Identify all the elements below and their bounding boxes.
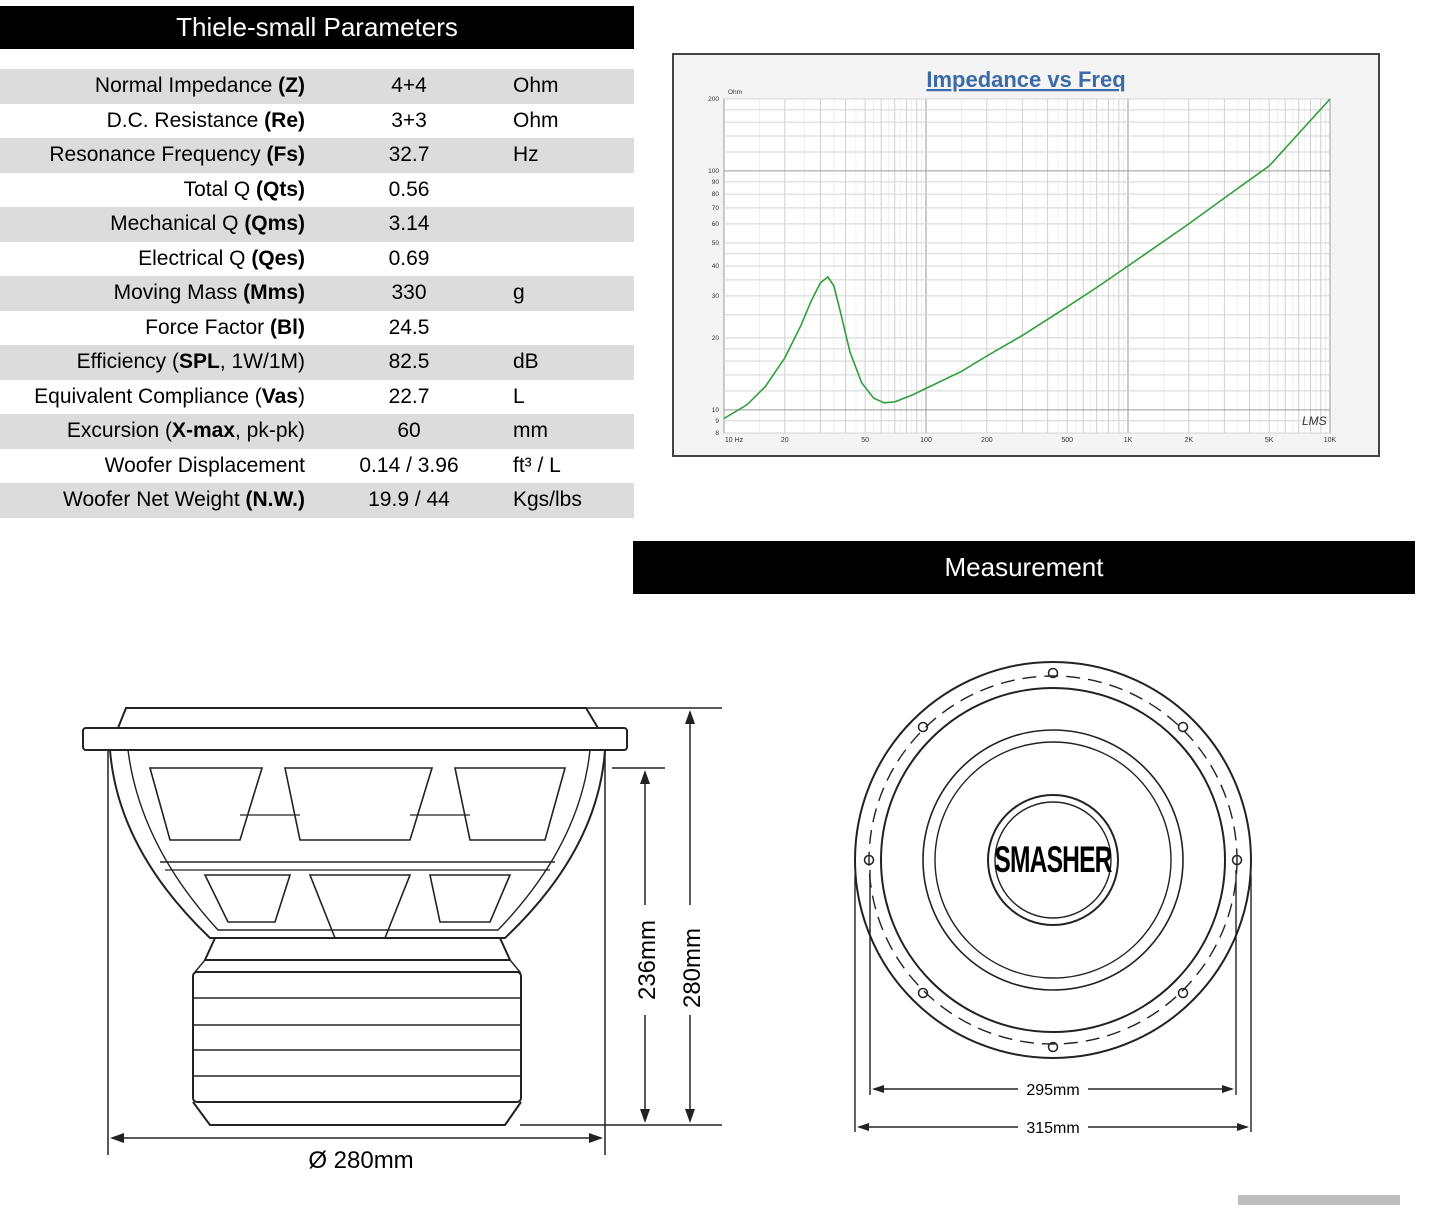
parameter-unit: Ohm [513, 74, 559, 98]
parameter-label [0, 74, 305, 98]
parameter-value: 0.14 / 3.96 [359, 453, 459, 477]
side-view-drawing [83, 708, 722, 1155]
parameter-unit: g [513, 281, 525, 305]
parameter-symbol: SPL [178, 350, 220, 374]
y-tick-label: 50 [711, 239, 719, 247]
parameter-value: 19.9 / 44 [368, 488, 450, 512]
parameter-label [0, 454, 305, 478]
parameter-value: 0.69 [388, 246, 430, 270]
parameter-unit: Hz [513, 143, 539, 167]
parameter-value: 0.56 [388, 177, 430, 201]
parameter-unit: mm [513, 419, 548, 443]
parameter-unit: L [513, 384, 525, 408]
parameter-label-text: Electrical Q [138, 246, 252, 270]
smasher-logo: SMASHER [994, 837, 1112, 881]
parameter-value: 4+4 [391, 74, 427, 98]
parameter-unit: Kgs/lbs [513, 488, 582, 512]
parameter-symbol: (Fs) [266, 143, 305, 167]
parameter-row [0, 414, 634, 449]
parameter-row [0, 104, 634, 139]
parameter-label [0, 316, 305, 340]
parameter-label [0, 419, 305, 443]
x-tick-label: 10 Hz [724, 437, 744, 444]
parameter-row [0, 345, 634, 380]
parameter-label [0, 143, 305, 167]
parameter-symbol: (Z) [278, 74, 305, 98]
y-tick-label: 8 [715, 430, 719, 437]
parameter-label-text: Moving Mass [113, 281, 244, 305]
y-tick-label: 40 [711, 263, 719, 270]
chart-title: Impedance vs Freq [926, 67, 1126, 92]
y-tick-label: 70 [711, 204, 719, 212]
chart-watermark: LMS [1302, 414, 1327, 428]
parameter-row [0, 242, 634, 277]
bottom-scroll-bar [1238, 1195, 1400, 1205]
x-tick-label: 5K [1264, 437, 1274, 444]
x-tick-label: 1K [1123, 437, 1133, 444]
parameter-symbol: (Qts) [256, 177, 305, 201]
y-tick-label: 30 [711, 292, 719, 300]
y-tick-label: 80 [711, 191, 719, 199]
parameter-value: 22.7 [388, 384, 430, 408]
parameter-row [0, 276, 634, 311]
parameter-label [0, 350, 305, 374]
y-tick-label: 60 [711, 220, 719, 228]
parameter-value: 82.5 [388, 350, 430, 374]
parameter-label-text: Total Q [183, 177, 256, 201]
parameter-label-text: Efficiency ( [76, 350, 179, 374]
parameter-label-text: Woofer Displacement [104, 453, 305, 477]
parameter-label-text: Woofer Net Weight [63, 488, 246, 512]
y-tick-label: 9 [715, 417, 719, 425]
x-tick-label: 200 [980, 437, 993, 444]
x-tick-label: 2K [1184, 437, 1194, 444]
dim-295-label: 295mm [1026, 1082, 1080, 1099]
parameter-label [0, 109, 305, 133]
y-tick-label: 20 [711, 334, 719, 342]
y-tick-label: 100 [708, 167, 719, 175]
parameter-unit: dB [513, 350, 539, 374]
parameter-row [0, 483, 634, 518]
woofer-drawings [0, 600, 1445, 1190]
impedance-chart [672, 53, 1380, 457]
parameter-symbol: (N.W.) [245, 488, 305, 512]
parameter-label-text: Force Factor [145, 315, 270, 339]
parameter-label [0, 212, 305, 236]
parameter-symbol: (Qms) [244, 212, 305, 236]
parameter-value: 32.7 [388, 143, 430, 167]
parameter-suffix: , pk-pk) [234, 419, 305, 443]
parameter-row [0, 449, 634, 484]
parameters-table [0, 69, 634, 518]
parameter-symbol: (Re) [264, 108, 305, 132]
parameter-row [0, 311, 634, 346]
parameter-unit: Ohm [513, 108, 559, 132]
parameter-label [0, 385, 305, 409]
parameter-label [0, 247, 305, 271]
parameter-label-text: Normal Impedance [94, 74, 279, 98]
parameter-row [0, 380, 634, 415]
parameter-symbol: (Mms) [243, 281, 305, 305]
height-236-label: 236mm [634, 919, 661, 1001]
y-tick-label: 200 [708, 96, 719, 103]
front-view-drawing [855, 662, 1251, 1132]
parameter-suffix: ) [298, 384, 305, 408]
parameter-symbol: (Qes) [251, 246, 305, 270]
parameter-value: 24.5 [388, 315, 430, 339]
parameter-symbol: X-max [171, 419, 235, 443]
x-tick-label: 100 [920, 437, 932, 444]
ts-parameters-header: Thiele-small Parameters [0, 6, 634, 49]
parameter-label-text: Resonance Frequency [49, 143, 267, 167]
parameter-label-text: Equivalent Compliance ( [34, 384, 262, 408]
parameter-label [0, 488, 305, 512]
height-280-label: 280mm [679, 927, 706, 1009]
parameter-value: 60 [397, 419, 421, 443]
parameter-row [0, 207, 634, 242]
parameter-label-text: D.C. Resistance [106, 108, 265, 132]
parameter-symbol: (Bl) [270, 315, 305, 339]
parameter-label [0, 281, 305, 305]
parameter-value: 3.14 [388, 212, 430, 236]
x-tick-label: 10K [1323, 437, 1337, 444]
parameter-symbol: Vas [261, 384, 298, 408]
y-tick-label: 10 [711, 406, 719, 414]
y-axis-label: Ohm [728, 89, 743, 96]
dim-315-label: 315mm [1026, 1120, 1080, 1137]
parameter-label [0, 178, 305, 202]
measurement-header: Measurement [633, 541, 1415, 594]
parameter-suffix: , 1W/1M) [219, 350, 305, 374]
parameter-label-text: Mechanical Q [110, 212, 245, 236]
x-tick-label: 20 [780, 437, 789, 444]
parameter-row [0, 138, 634, 173]
x-tick-label: 50 [861, 437, 870, 444]
diameter-280-label: Ø 280mm [308, 1147, 414, 1174]
parameter-value: 330 [391, 281, 427, 305]
parameter-value: 3+3 [391, 108, 427, 132]
parameter-label-text: Excursion ( [66, 419, 172, 443]
x-tick-label: 500 [1061, 437, 1074, 444]
parameter-unit: ft³ / L [513, 453, 561, 477]
y-tick-label: 90 [711, 178, 719, 186]
parameter-row [0, 69, 634, 104]
parameter-row [0, 173, 634, 208]
impedance-chart-svg [674, 55, 1378, 455]
